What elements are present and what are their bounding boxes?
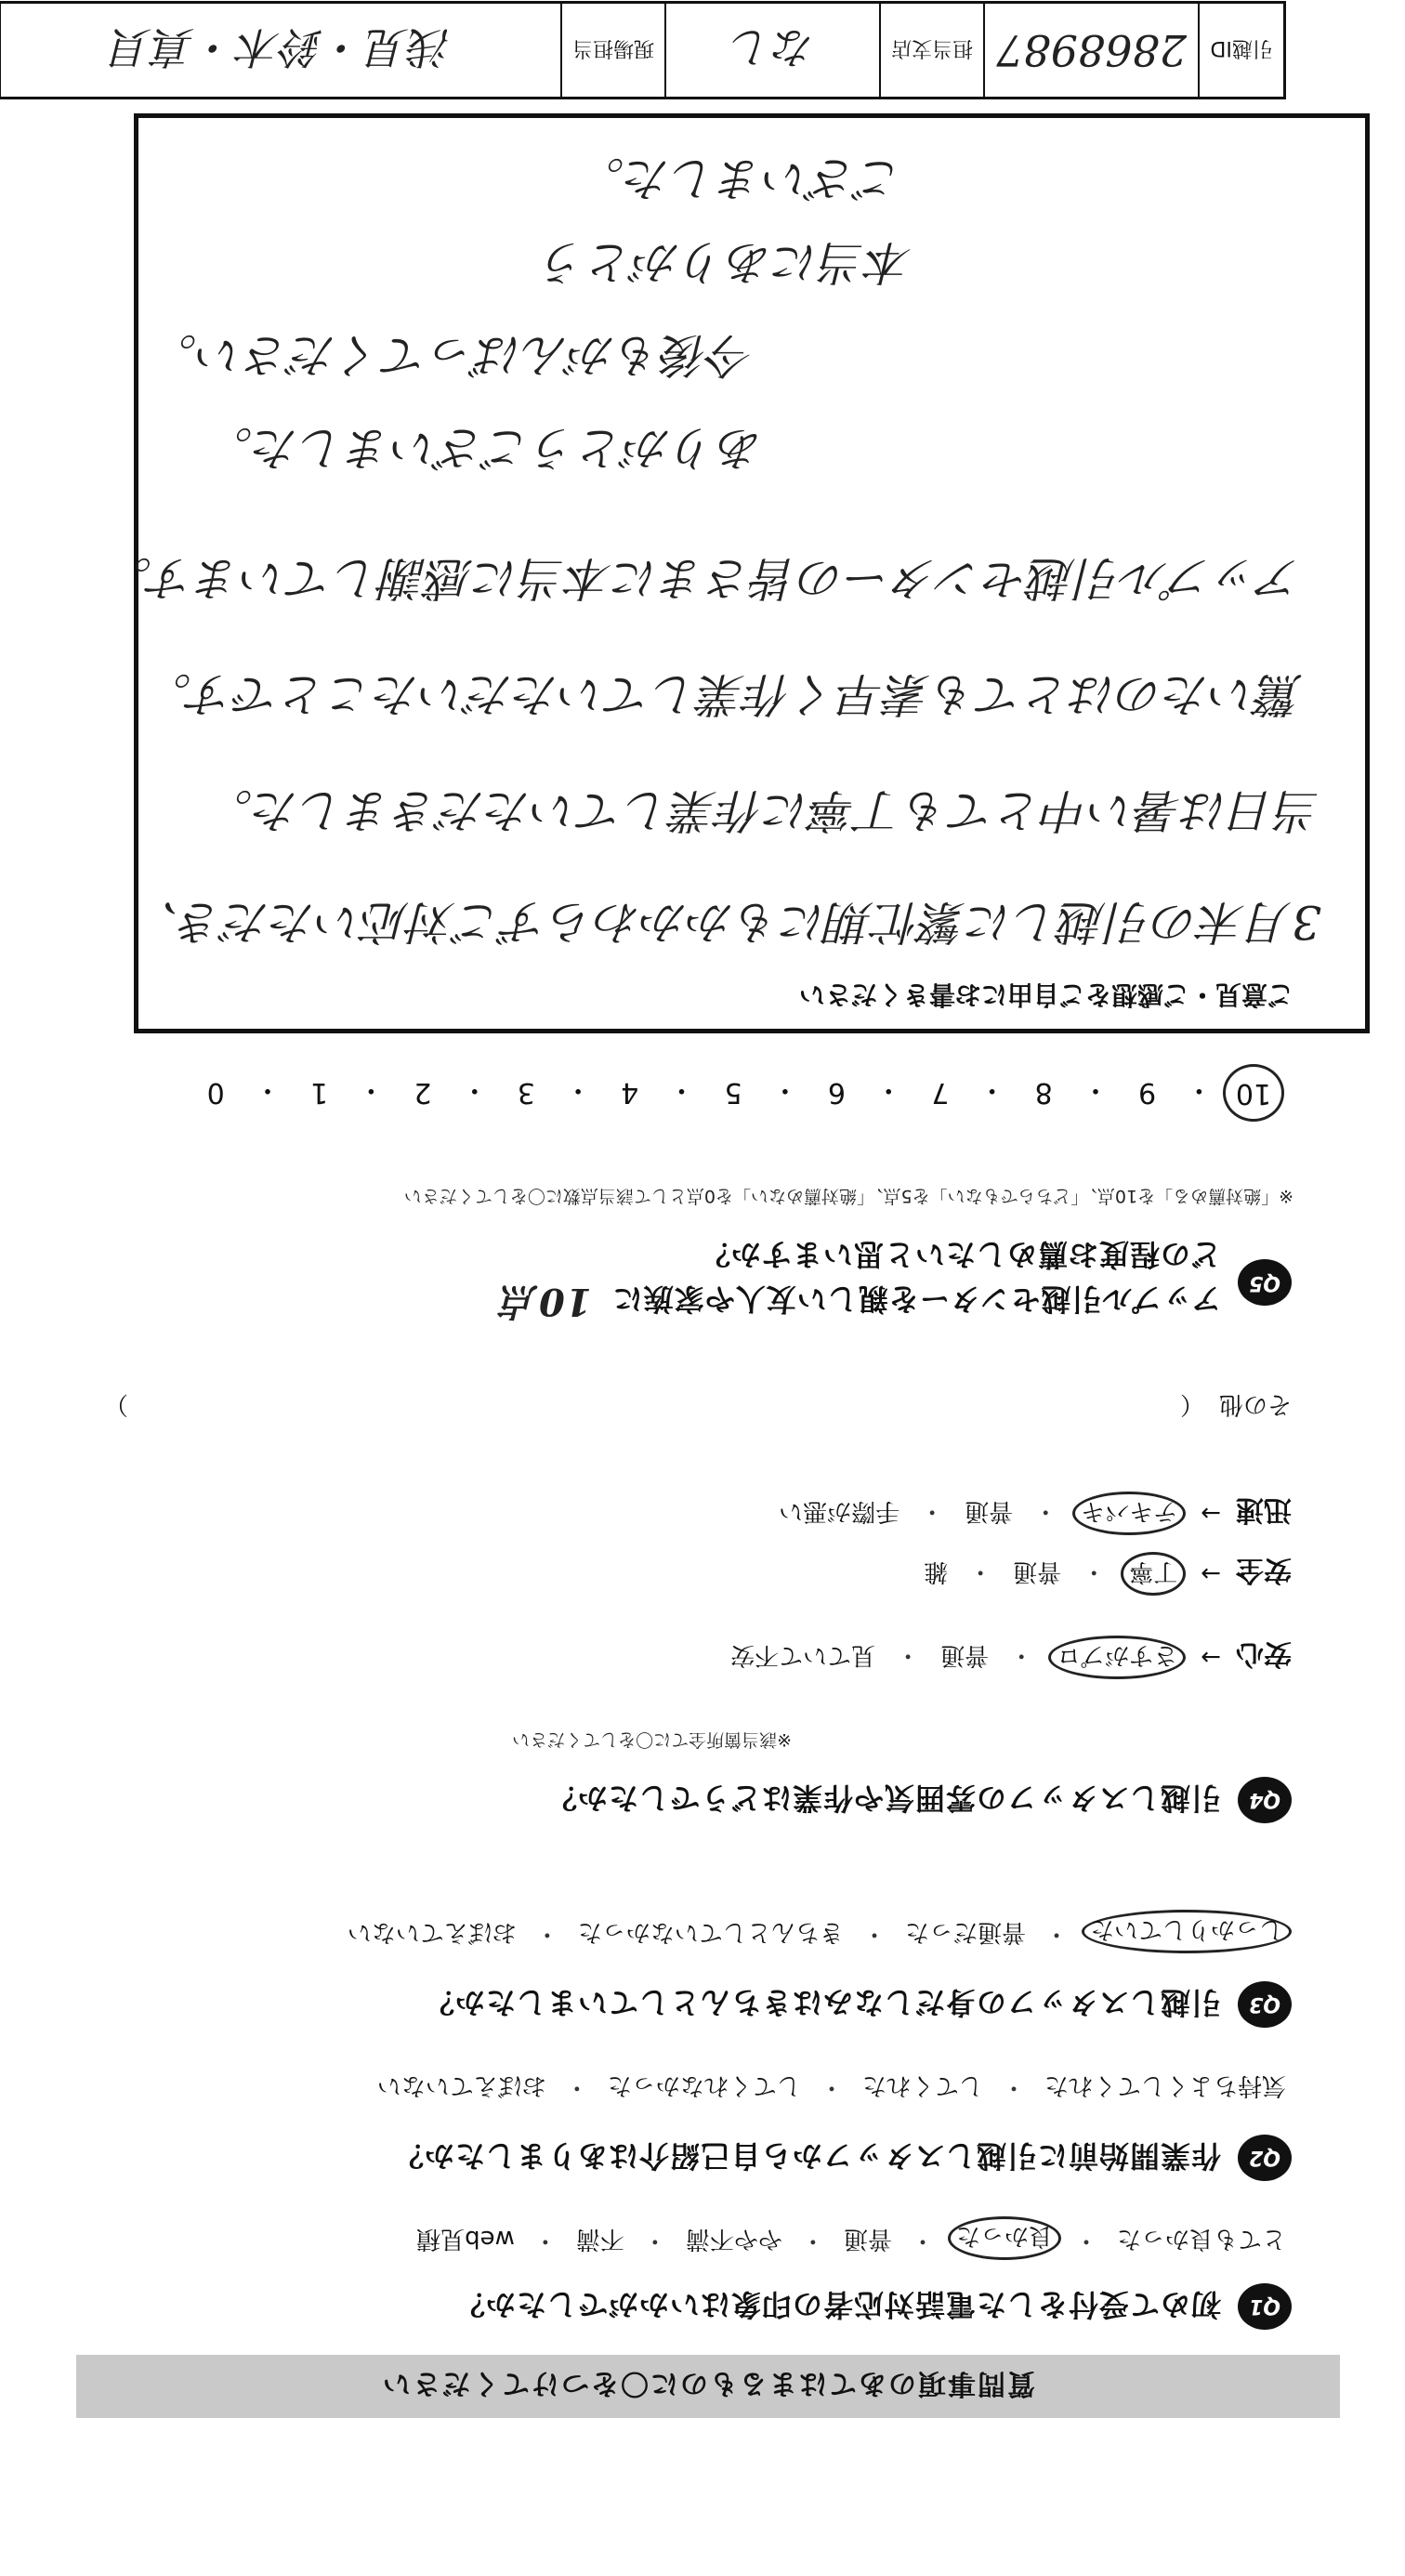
comment-line-3: 驚いたのはとても素早く作業していただいたことです。: [145, 667, 1303, 721]
q2-badge: Q2: [1238, 2135, 1292, 2181]
comment-line-4: アップル引越センターの皆さまに本当に感謝しています。: [105, 551, 1303, 605]
q3-option-1[interactable]: しっかりしていた: [1082, 1910, 1292, 1953]
q4-other-close: ）: [103, 1390, 128, 1418]
q4-row-2-label: 安全: [1236, 1554, 1292, 1587]
q4-row-2-option-2[interactable]: 普通: [1013, 1557, 1062, 1585]
q2-option-1[interactable]: 気持ちよくしてくれた: [1044, 2071, 1286, 2099]
q4-row-reassurance: 安心 → さすがプロ ・ 普通 ・ 見ていて不安: [725, 1636, 1292, 1679]
comment-line-2: 当日は暑い中とても丁寧に作業していただきました。: [206, 783, 1321, 837]
q3-text: 引越しスタッフの身だしなみはきちんとしていましたか？: [423, 1985, 1221, 2020]
q2-text: 作業開始前に引越しスタッフから自己紹介はありましたか？: [392, 2138, 1221, 2174]
q4-row-1-option-2[interactable]: 普通: [940, 1641, 990, 1669]
q5-score-1[interactable]: 1: [310, 1076, 329, 1110]
q4-row-2-option-3[interactable]: 雑: [924, 1557, 949, 1585]
q5-handwritten: 10点: [499, 1280, 592, 1323]
q4-other-label: その他: [1218, 1390, 1292, 1418]
q2-option-3[interactable]: してくれなかった: [607, 2071, 801, 2099]
q3-options: しっかりしていた ・ 普通だった ・ きちんとしていなかった ・ おぼえていない: [342, 1910, 1292, 1953]
q5-scale: 10 ・ 9 ・ 8 ・ 7 ・ 6 ・ 5 ・ 4 ・ 3 ・ 2 ・ 1 ・ 0: [188, 1064, 1284, 1122]
q4-row-safety: 安全 → 丁寧 ・ 普通 ・ 雑: [918, 1552, 1292, 1596]
q1-option-2[interactable]: 良かった: [948, 2216, 1061, 2260]
q4-text: 引越しスタッフの雰囲気や作業はどうでしたか？: [545, 1781, 1221, 1816]
q5-text: アップル引越センターを親しい友人や家族に 10点: [499, 1280, 1221, 1323]
q5-badge: Q5: [1238, 1260, 1292, 1307]
q1-option-3[interactable]: 普通: [843, 2225, 892, 2253]
q5-score-4[interactable]: 4: [621, 1076, 639, 1110]
q4-other-open: （: [1179, 1390, 1204, 1418]
q1-option-5[interactable]: 不満: [575, 2225, 624, 2253]
header-staff-label: 現場担当: [560, 4, 664, 97]
q3-badge: Q3: [1238, 1981, 1292, 2028]
q5-score-2[interactable]: 2: [414, 1076, 432, 1110]
q2-options: 気持ちよくしてくれた ・ してくれた ・ してくれなかった ・ おぼえていない: [372, 2069, 1292, 2107]
header-staff-value: 浅見・鈴木・真貝: [110, 22, 453, 72]
comment-line-6: 今後もがんばってください。: [151, 328, 755, 382]
q3-option-3[interactable]: きちんとしていなかった: [577, 1918, 844, 1946]
q3-option-4[interactable]: おぼえていない: [347, 1918, 517, 1946]
q1-badge: Q1: [1238, 2283, 1292, 2330]
q5-score-6[interactable]: 6: [827, 1076, 847, 1110]
q3-option-2[interactable]: 普通だった: [904, 1918, 1026, 1946]
q5-score-7[interactable]: 7: [931, 1076, 950, 1110]
comment-line-1: 3月末の引越しに繁忙期にもかかわらずご対応いただき、: [132, 895, 1321, 949]
instructions-banner: 質問事項のあてはまるものに〇をつけてください: [76, 2355, 1340, 2418]
q4-row-3-label: 迅速: [1236, 1493, 1292, 1527]
q5-score-8[interactable]: 8: [1034, 1076, 1053, 1110]
q4-row-2-option-1[interactable]: 丁寧: [1121, 1552, 1186, 1596]
comment-line-7: 本当にありがとう: [541, 235, 913, 289]
header-id-label: 引越ID: [1198, 4, 1283, 97]
q4-badge: Q4: [1238, 1777, 1292, 1823]
q4-row-3-option-1[interactable]: テキパキ: [1072, 1492, 1186, 1535]
q4-row-1-option-3[interactable]: 見ていて不安: [730, 1641, 876, 1669]
q5-score-3[interactable]: 3: [517, 1076, 535, 1110]
q5-text-2: どの程度お薦めしたいと思いますか？: [699, 1237, 1221, 1272]
q5-score-0[interactable]: 0: [206, 1076, 225, 1110]
q4-row-1-option-1[interactable]: さすがプロ: [1048, 1636, 1186, 1679]
q4-note: ※該当箇所全てに〇をしてください: [512, 1729, 792, 1750]
q4-row-3-option-2[interactable]: 普通: [965, 1497, 1014, 1525]
q2-option-4[interactable]: おぼえていない: [376, 2071, 546, 2099]
q4-row-1-label: 安心: [1236, 1637, 1292, 1671]
q1-option-1[interactable]: とても良かった: [1116, 2225, 1286, 2253]
q5-score-9[interactable]: 9: [1138, 1076, 1157, 1110]
q1-option-6[interactable]: web見積: [416, 2225, 515, 2253]
q4-row-speed: 迅速 → テキパキ ・ 普通 ・ 手際が悪い: [773, 1492, 1292, 1535]
q4-row-3-option-3[interactable]: 手際が悪い: [779, 1497, 900, 1525]
q5-score-10[interactable]: 10: [1223, 1064, 1284, 1122]
comment-line-5: ありがとうございました。: [206, 421, 764, 475]
header-branch-value: なし: [664, 4, 879, 97]
q5-score-5[interactable]: 5: [724, 1076, 742, 1110]
comments-title: ご意見・ご感想をご自由にお書きください: [798, 979, 1293, 1010]
q5-note: ※「絶対薦める」を10点、「どちらでもない」を5点、「絶対薦めない」を0点として該当点数に〇をしてください: [403, 1186, 1293, 1206]
q1-text: 初めて受付をした電話対応者の印象はいかがでしたか？: [453, 2287, 1221, 2322]
comment-line-8: ございました。: [578, 151, 903, 205]
header-branch-label: 担当支店: [879, 4, 983, 97]
header-id-value: 2868987: [983, 4, 1198, 97]
q1-option-4[interactable]: やや不満: [685, 2225, 782, 2253]
q1-options: とても良かった ・ 良かった ・ 普通 ・ やや不満 ・ 不満 ・ web見積: [411, 2216, 1292, 2260]
q2-option-2[interactable]: してくれた: [861, 2071, 983, 2099]
